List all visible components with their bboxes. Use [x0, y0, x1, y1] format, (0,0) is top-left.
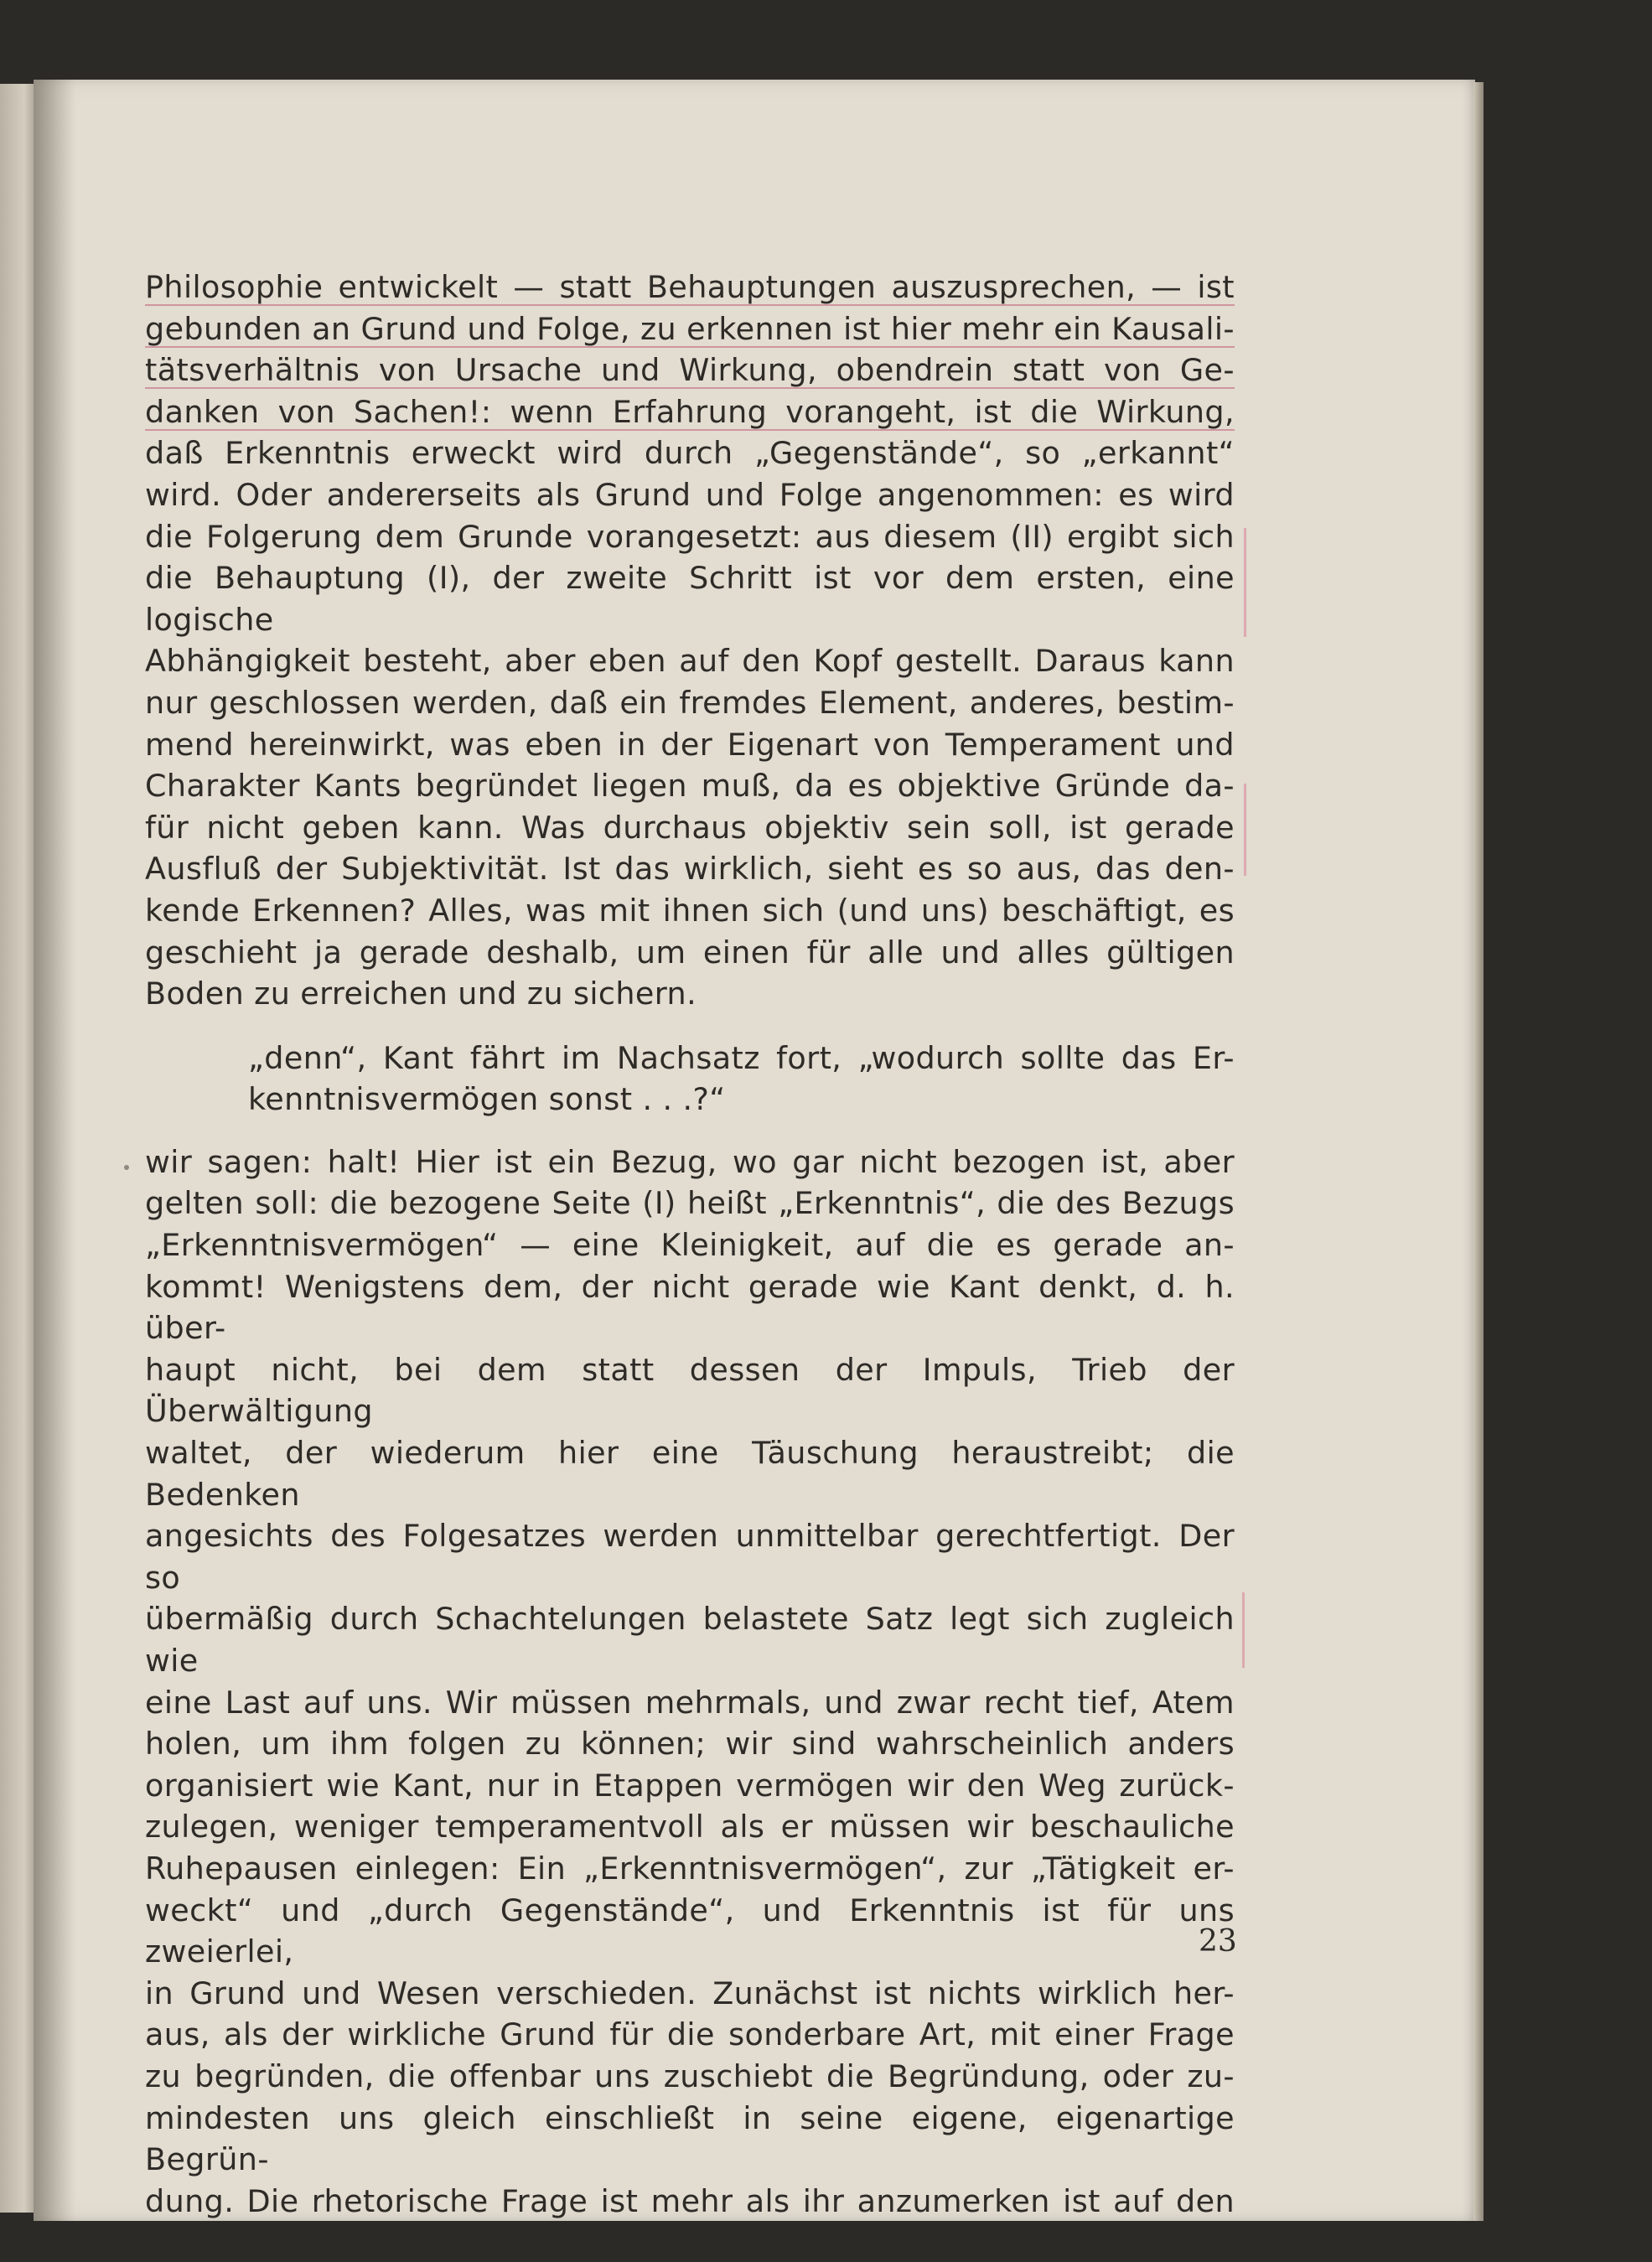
text-line: gebunden an Grund und Folge, zu erkennen ist hier mehr ein Kausali-	[145, 310, 1235, 347]
margin-pencil-mark	[1244, 784, 1246, 876]
text-line: angesichts des Folgesatzes werden unmittelbar gerechtfertigt. Der so	[145, 1518, 1235, 1596]
text-line: nur geschlossen werden, daß ein fremdes Element, anderes, bestim-	[145, 684, 1235, 721]
quote-line: kenntnisvermögen sonst . . .?“	[248, 1081, 726, 1118]
text-line: kende Erkennen? Alles, was mit ihnen sich (und uns) beschäftigt, es	[145, 892, 1235, 929]
text-line: tätsverhältnis von Ursache und Wirkung, obendrein statt von Ge-	[145, 352, 1235, 389]
quote-line: „denn“, Kant fährt im Nachsatz fort, „wodurch sollte das Er-	[248, 1039, 1235, 1076]
text-line: mindesten uns gleich einschließt in seine eigene, eigenartige Begrün-	[145, 2099, 1235, 2178]
text-line: die Behauptung (I), der zweite Schritt ist vor dem ersten, eine logische	[145, 560, 1235, 638]
text-line: daß Erkenntnis erweckt wird durch „Gegenstände“, so „erkannt“	[145, 435, 1235, 472]
page-number: 23	[1199, 1924, 1237, 1959]
text-line: die Folgerung dem Grunde vorangesetzt: aus diesem (II) ergibt sich	[145, 518, 1235, 555]
text-line: eine Last auf uns. Wir müssen mehrmals, und zwar recht tief, Atem	[145, 1684, 1235, 1721]
text-line: weckt“ und „durch Gegenstände“, und Erkenntnis ist für uns zweierlei,	[145, 1892, 1235, 1970]
text-line: mend hereinwirkt, was eben in der Eigenart von Temperament und	[145, 726, 1235, 763]
text-line: wir sagen: halt! Hier ist ein Bezug, wo gar nicht bezogen ist, aber	[145, 1143, 1235, 1180]
text-line: danken von Sachen!: wenn Erfahrung vorangeht, ist die Wirkung,	[145, 393, 1235, 430]
text-line: Ausfluß der Subjektivität. Ist das wirklich, sieht es so aus, das den-	[145, 851, 1235, 888]
text-line: aus, als der wirkliche Grund für die sonderbare Art, mit einer Frage	[145, 2016, 1235, 2053]
text-line: Charakter Kants begründet liegen muß, da es objektive Gründe da-	[145, 768, 1235, 805]
text-line: Philosophie entwickelt — statt Behauptungen auszusprechen, — ist	[145, 269, 1235, 305]
block-quote	[248, 1038, 1235, 1121]
text-line: geschieht ja gerade deshalb, um einen für alle und alles gültigen	[145, 934, 1235, 971]
text-line: zu begründen, die offenbar uns zuschiebt die Begründung, oder zu-	[145, 2058, 1235, 2094]
text-line: wird. Oder andererseits als Grund und Folge angenommen: es wird	[145, 476, 1235, 513]
paragraph-1	[145, 267, 1235, 1015]
text-line: kommt! Wenigstens dem, der nicht gerade wie Kant denkt, d. h. über-	[145, 1268, 1235, 1347]
text-line: für nicht geben kann. Was durchaus objektiv sein soll, ist gerade	[145, 809, 1235, 846]
text-line: Boden zu erreichen und zu sichern.	[145, 976, 697, 1012]
text-line: „Erkenntnisvermögen“ — eine Kleinigkeit, auf die es gerade an-	[145, 1227, 1235, 1264]
margin-pencil-mark	[1242, 1592, 1245, 1668]
text-line: in Grund und Wesen verschieden. Zunächst ist nichts wirklich her-	[145, 1975, 1235, 2011]
text-line: gelten soll: die bezogene Seite (I) heißt „Erkenntnis“, die des Bezugs	[145, 1185, 1235, 1222]
gutter-shadow	[34, 80, 75, 2221]
paragraph-2	[145, 1141, 1235, 2222]
margin-dot	[124, 1165, 129, 1170]
text-line: Ruhepausen einlegen: Ein „Erkenntnisvermögen“, zur „Tätigkeit er-	[145, 1850, 1235, 1887]
text-line: Abhängigkeit besteht, aber eben auf den Kopf gestellt. Daraus kann	[145, 643, 1235, 680]
text-line: waltet, der wiederum hier eine Täuschung heraustreibt; die Bedenken	[145, 1435, 1235, 1513]
margin-pencil-mark	[1244, 528, 1246, 637]
text-line: haupt nicht, bei dem statt dessen der Impuls, Trieb der Überwältigung	[145, 1351, 1235, 1430]
text-line: organisiert wie Kant, nur in Etappen vermögen wir den Weg zurück-	[145, 1767, 1235, 1804]
text-line: übermäßig durch Schachtelungen belastete Satz legt sich zugleich wie	[145, 1601, 1235, 1679]
text-line: dung. Die rhetorische Frage ist mehr als ihr anzumerken ist auf den	[145, 2182, 1235, 2219]
body-text	[145, 267, 1235, 2222]
right-page-edge	[1473, 82, 1484, 2221]
text-line: holen, um ihm folgen zu können; wir sind wahrscheinlich anders	[145, 1726, 1235, 1762]
text-line: zulegen, weniger temperamentvoll als er müssen wir beschauliche	[145, 1809, 1235, 1845]
